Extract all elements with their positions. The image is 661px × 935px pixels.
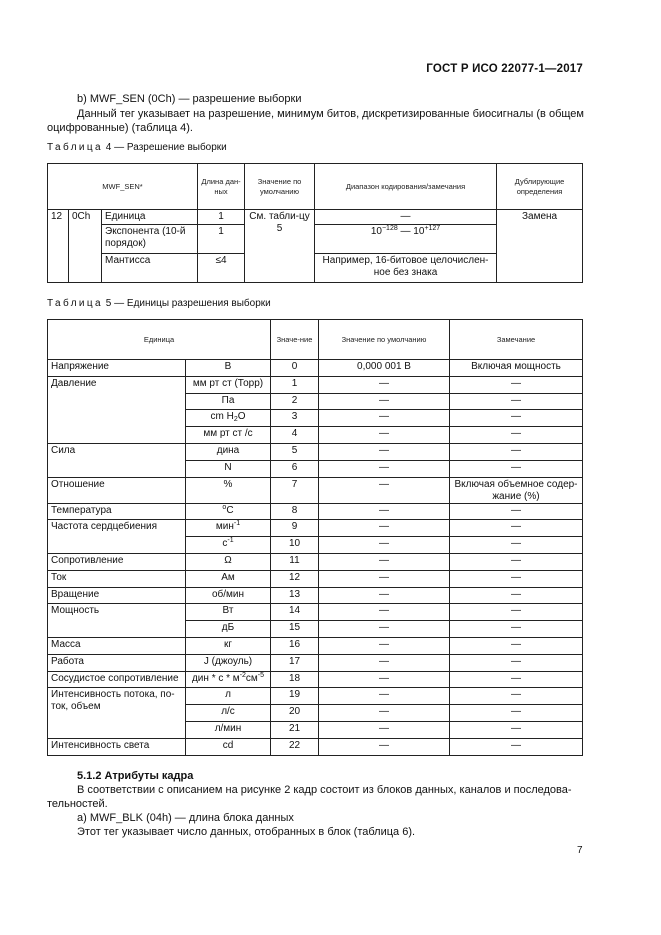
range-mid: — 10 [397, 226, 425, 237]
table5-value: 5 [271, 443, 319, 460]
table5-body [48, 320, 583, 756]
table4-header-range: Диапазон кодирования/замечания [315, 164, 497, 210]
table5-default: — [319, 410, 450, 427]
table4-row-length: ≤4 [198, 254, 245, 283]
table5-unit-name: Напряжение [48, 360, 186, 377]
table5-default: — [319, 705, 450, 722]
table4-code: 0Ch [69, 210, 102, 283]
table5-note: — [450, 553, 583, 570]
table-5 [47, 319, 583, 756]
table5-unit-symbol: мм рт ст /с [186, 427, 271, 444]
table5-unit-symbol: дина [186, 443, 271, 460]
section-512-item-a-text: Этот тег указывает число данных, отобранных в блок (таблица 6). [77, 826, 416, 838]
table5-value: 15 [271, 621, 319, 638]
table5-row [48, 654, 583, 671]
section-512-title: 5.1.2 Атрибуты кадра [77, 770, 194, 782]
table5-caption [47, 298, 271, 309]
table4-header-default: Значение по умолчанию [245, 164, 315, 210]
table5-header-row [48, 320, 583, 360]
table4-num: 12 [48, 210, 69, 283]
table5-default: — [319, 621, 450, 638]
table5-value: 10 [271, 537, 319, 554]
table5-unit-symbol: Ам [186, 570, 271, 587]
table4-row-range [315, 225, 497, 254]
symbol-part: с [222, 538, 228, 550]
table5-value: 7 [271, 477, 319, 503]
table5-value: 18 [271, 671, 319, 688]
table4-caption [47, 142, 227, 153]
table5-default: — [319, 671, 450, 688]
table5-default: — [319, 537, 450, 554]
table5-default: — [319, 503, 450, 520]
table5-note: Включая объемное содер-жание (%) [450, 477, 583, 503]
standard-header: ГОСТ Р ИСО 22077-1—2017 [426, 63, 583, 75]
section-512-item-a: a) MWF_BLK (04h) — длина блока данных [77, 812, 294, 824]
table5-unit-symbol [186, 537, 271, 554]
table5-default: — [319, 654, 450, 671]
symbol-superscript: -1 [233, 520, 241, 528]
table5-row [48, 587, 583, 604]
table5-note: — [450, 460, 583, 477]
symbol-part: мин [215, 521, 234, 533]
section-b-text-line1: Данный тег указывает на разрешение, минимум битов, дискретизированные биосигналы (в общем [77, 108, 584, 120]
table4-header-length: Длина дан-ных [198, 164, 245, 210]
table5-row [48, 604, 583, 621]
table5-unit-symbol: л/мин [186, 721, 271, 738]
table5-note: — [450, 637, 583, 654]
table5-unit-name: Сосудистое сопротивление [48, 671, 186, 688]
table4-caption-text: 4 — Разрешение выборки [105, 142, 227, 153]
table5-caption-text: 5 — Единицы разрешения выборки [105, 298, 271, 309]
table5-value: 8 [271, 503, 319, 520]
table5-unit-name: Интенсивность потока, по-ток, объем [48, 688, 186, 738]
table5-note: — [450, 688, 583, 705]
table5-value: 20 [271, 705, 319, 722]
table5-header-default: Значение по умолчанию [319, 320, 450, 360]
table4-row-length: 1 [198, 210, 245, 225]
table-4 [47, 163, 583, 283]
table5-caption-label: Таблица [47, 298, 104, 309]
symbol-part: см [245, 672, 258, 684]
table4-row-length: 1 [198, 225, 245, 254]
table5-row [48, 376, 583, 393]
table5-note: — [450, 621, 583, 638]
table5-unit-symbol: Ω [186, 553, 271, 570]
table5-value: 4 [271, 427, 319, 444]
table5-default: — [319, 553, 450, 570]
symbol-superscript: -5 [257, 671, 265, 679]
table5-note: — [450, 520, 583, 537]
table5-unit-symbol [186, 671, 271, 688]
table5-unit-symbol: % [186, 477, 271, 503]
table4-row-unit [48, 210, 583, 225]
table4-row-range: Например, 16-битовое целочислен-ное без знака [315, 254, 497, 283]
table5-default: 0,000 001 В [319, 360, 450, 377]
table5-value: 21 [271, 721, 319, 738]
table5-row [48, 520, 583, 537]
table5-unit-symbol: Па [186, 393, 271, 410]
table5-unit-name: Отношение [48, 477, 186, 503]
table5-value: 22 [271, 738, 319, 755]
table5-note: — [450, 443, 583, 460]
table5-unit-symbol: л/с [186, 705, 271, 722]
table5-default: — [319, 637, 450, 654]
table5-unit-name: Мощность [48, 604, 186, 638]
table4-caption-label: Таблица [47, 142, 104, 153]
table5-unit-symbol [186, 503, 271, 520]
table5-unit-symbol: л [186, 688, 271, 705]
table5-value: 16 [271, 637, 319, 654]
table5-default: — [319, 604, 450, 621]
table5-value: 0 [271, 360, 319, 377]
section-512-text-line2: тельностей. [47, 798, 108, 810]
table5-unit-symbol: дБ [186, 621, 271, 638]
table5-default: — [319, 427, 450, 444]
table5-note: — [450, 376, 583, 393]
symbol-part: cm H [210, 411, 234, 423]
table5-value: 14 [271, 604, 319, 621]
table5-default: — [319, 520, 450, 537]
table5-unit-symbol: В [186, 360, 271, 377]
table5-unit-symbol [186, 410, 271, 427]
table5-default: — [319, 477, 450, 503]
table5-unit-symbol: cd [186, 738, 271, 755]
table4-row-name: Мантисса [102, 254, 198, 283]
table5-row [48, 688, 583, 705]
table4-row-name: Единица [102, 210, 198, 225]
table5-default: — [319, 460, 450, 477]
table5-unit-name: Частота сердцебиения [48, 520, 186, 554]
table5-unit-symbol: кг [186, 637, 271, 654]
table5-unit-symbol [186, 520, 271, 537]
table5-value: 1 [271, 376, 319, 393]
table5-row [48, 553, 583, 570]
table5-unit-symbol: мм рт ст (Торр) [186, 376, 271, 393]
table5-unit-name: Сила [48, 443, 186, 477]
table4-row-range: — [315, 210, 497, 225]
table5-header-value: Значе-ние [271, 320, 319, 360]
table5-default: — [319, 393, 450, 410]
table5-header-note: Замечание [450, 320, 583, 360]
table5-unit-symbol: N [186, 460, 271, 477]
table5-default: — [319, 738, 450, 755]
table5-value: 13 [271, 587, 319, 604]
table5-value: 17 [271, 654, 319, 671]
table4-header-mwf-sen: MWF_SEN* [48, 164, 198, 210]
table5-unit-symbol: об/мин [186, 587, 271, 604]
symbol-superscript: -1 [227, 537, 234, 545]
range-base: 10 [370, 226, 382, 237]
symbol-part: O [237, 411, 246, 423]
table5-default: — [319, 688, 450, 705]
table4-default-value: См. табли-цу 5 [245, 210, 315, 283]
table5-value: 6 [271, 460, 319, 477]
table5-default: — [319, 443, 450, 460]
table4-header-row [48, 164, 583, 210]
table5-value: 9 [271, 520, 319, 537]
table5-note: — [450, 654, 583, 671]
section-b-text-line2: оцифрованные) (таблица 4). [47, 122, 193, 134]
table5-value: 11 [271, 553, 319, 570]
table5-note: — [450, 671, 583, 688]
table5-default: — [319, 570, 450, 587]
table5-value: 2 [271, 393, 319, 410]
table5-note: — [450, 410, 583, 427]
table5-default: — [319, 587, 450, 604]
table5-note: — [450, 604, 583, 621]
table5-note: — [450, 721, 583, 738]
symbol-superscript: -2 [239, 671, 246, 679]
table5-row [48, 570, 583, 587]
table5-note: — [450, 587, 583, 604]
symbol-superscript: o [222, 503, 227, 511]
symbol-subscript: 2 [233, 416, 238, 424]
table5-value: 19 [271, 688, 319, 705]
table5-unit-symbol: Вт [186, 604, 271, 621]
table5-value: 12 [271, 570, 319, 587]
table5-unit-name: Работа [48, 654, 186, 671]
table5-note: — [450, 705, 583, 722]
table5-row [48, 671, 583, 688]
section-b-title: b) MWF_SEN (0Ch) — разрешение выборки [77, 93, 302, 105]
table5-unit-name: Сопротивление [48, 553, 186, 570]
symbol-part: дин * с * м [191, 672, 240, 684]
table5-note: — [450, 503, 583, 520]
table5-unit-name: Ток [48, 570, 186, 587]
table5-note: — [450, 738, 583, 755]
table5-note: Включая мощность [450, 360, 583, 377]
table5-note: — [450, 537, 583, 554]
table4-row-name: Экспонента (10-й порядок) [102, 225, 198, 254]
table5-row [48, 738, 583, 755]
table4-header-dup: Дублирующие определения [497, 164, 583, 210]
table5-unit-name: Масса [48, 637, 186, 654]
table5-note: — [450, 393, 583, 410]
table5-row [48, 477, 583, 503]
symbol-part: C [226, 504, 234, 516]
table5-row [48, 503, 583, 520]
table5-value: 3 [271, 410, 319, 427]
table5-row [48, 360, 583, 377]
section-512-text-line1: В соответствии с описанием на рисунке 2 кадр состоит из блоков данных, каналов и последова- [77, 784, 572, 796]
table5-note: — [450, 570, 583, 587]
table5-default: — [319, 721, 450, 738]
table5-default: — [319, 376, 450, 393]
table5-unit-name: Температура [48, 503, 186, 520]
table5-note: — [450, 427, 583, 444]
range-exp-max: +127 [424, 225, 441, 232]
page-number: 7 [577, 845, 583, 856]
table5-row [48, 637, 583, 654]
table5-unit-name: Давление [48, 376, 186, 443]
table5-unit-name: Вращение [48, 587, 186, 604]
table5-header-unit: Единица [48, 320, 271, 360]
table4-dup-value: Замена [497, 210, 583, 283]
range-exp-min: −128 [381, 225, 398, 232]
table5-row [48, 443, 583, 460]
table5-unit-name: Интенсивность света [48, 738, 186, 755]
table5-unit-symbol: J (джоуль) [186, 654, 271, 671]
